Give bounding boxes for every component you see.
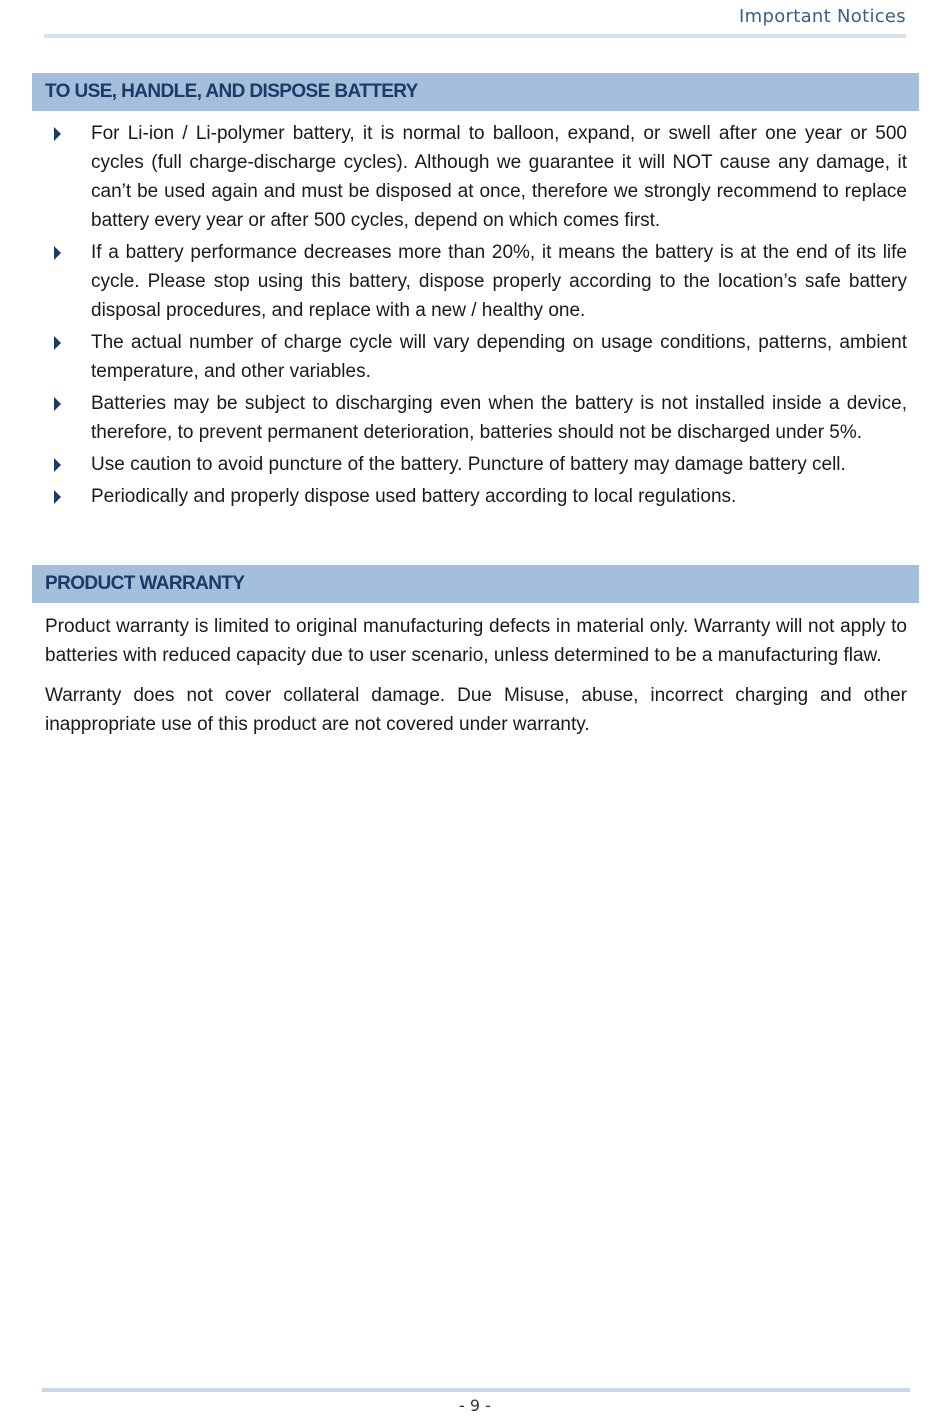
warranty-paragraph: Product warranty is limited to original manufacturing defects in material only. Warranty will not apply to batteries with reduced capacity due to user scenario, unless determined to be a manufacturing flaw. — [45, 616, 907, 666]
section-title-warranty: PRODUCT WARRANTY — [45, 573, 245, 594]
bullet-text: For Li-ion / Li-polymer battery, it is normal to balloon, expand, or swell after one year or 500 cycles (full charge-discharge cycles). Although we guarantee it will NOT cause any damage, it can’t be used again and must be disposed at once, therefore we strongly recommend to replace battery every year or after 500 cycles, depend on which comes first. — [91, 123, 907, 231]
battery-bullet-list — [45, 119, 907, 514]
bullet-text: Use caution to avoid puncture of the battery. Puncture of battery may damage battery cell. — [91, 454, 846, 475]
list-item — [45, 450, 907, 479]
section-heading-warranty — [32, 565, 919, 603]
list-item — [45, 119, 907, 235]
bullet-text: Batteries may be subject to discharging even when the battery is not installed inside a device, therefore, to prevent permanent deterioration, batteries should not be discharged under 5%. — [91, 393, 907, 443]
header-divider — [44, 34, 906, 38]
triangle-bullet-icon — [54, 127, 61, 141]
triangle-bullet-icon — [54, 397, 61, 411]
footer-divider — [42, 1388, 910, 1392]
list-item — [45, 389, 907, 447]
warranty-paragraph: Warranty does not cover collateral damage. Due Misuse, abuse, incorrect charging and other inappropriate use of this product are not covered under warranty. — [45, 685, 907, 735]
warranty-body — [45, 612, 907, 750]
bullet-text: If a battery performance decreases more than 20%, it means the battery is at the end of its life cycle. Please stop using this battery, dispose properly according to the location’s safe battery disposal procedures, and replace with a new / healthy one. — [91, 242, 907, 321]
section-heading-battery — [32, 73, 919, 111]
triangle-bullet-icon — [54, 336, 61, 350]
section-title-battery: TO USE, HANDLE, AND DISPOSE BATTERY — [45, 81, 418, 102]
list-item — [45, 238, 907, 325]
bullet-text: The actual number of charge cycle will vary depending on usage conditions, patterns, ambient temperature, and other variables. — [91, 332, 907, 382]
page-number: - 9 - — [459, 1396, 491, 1415]
triangle-bullet-icon — [54, 246, 61, 260]
triangle-bullet-icon — [54, 458, 61, 472]
bullet-text: Periodically and properly dispose used battery according to local regulations. — [91, 486, 737, 507]
running-header-title: Important Notices — [739, 6, 906, 27]
list-item — [45, 328, 907, 386]
list-item — [45, 482, 907, 511]
triangle-bullet-icon — [54, 490, 61, 504]
